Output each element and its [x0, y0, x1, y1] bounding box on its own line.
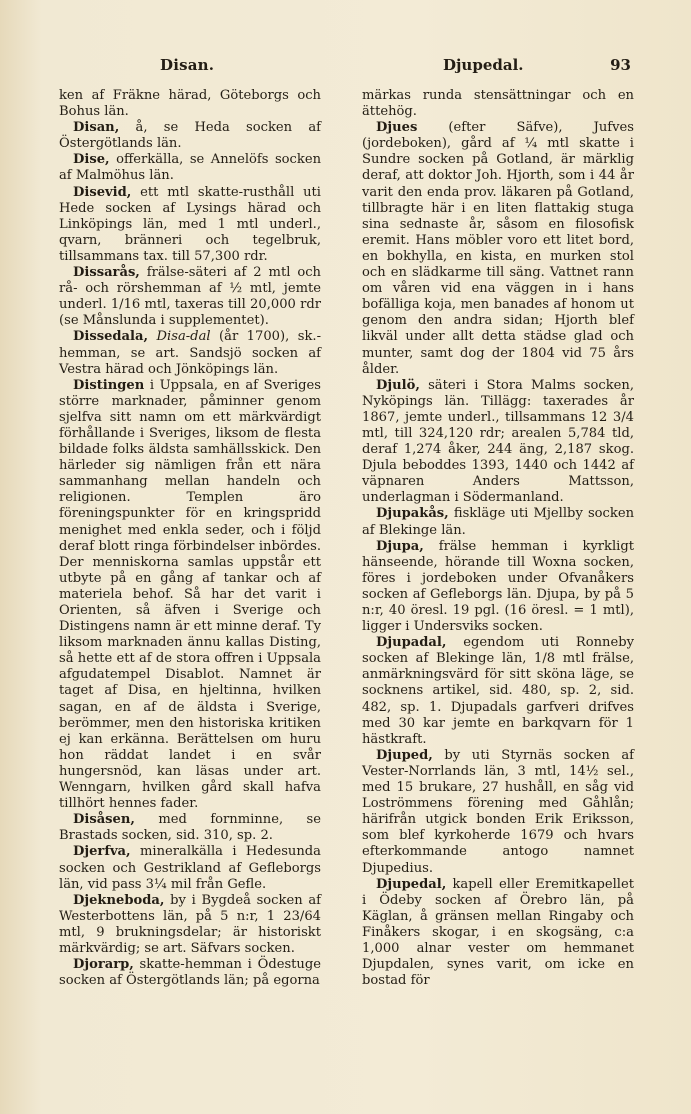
entry-headword: Djulö, — [376, 377, 420, 393]
entry-djulo: Djulö, säteri i Stora Malms socken, Nyköpings län. Tillägg: taxerades år 1867, jemte underl., tillsammans 12 3/4 mtl, till 324,120 rdr; arealen 5,784 tld, deraf 1,274 åker, 244 äng, 2,187 skog. Djula beboddes 1393, 1440 och 1442 af väpnaren Anders Mattsson, underlagman i Södermanland. — [362, 377, 634, 506]
entry-headword: Djupadal, — [376, 635, 447, 651]
entry-dissedala: Dissedala, Disa-dal (år 1700), sk.-hemman, se art. Sandsjö socken af Vestra härad och Jönköpings län. — [59, 329, 321, 377]
entry-headword: Djuped, — [376, 747, 433, 763]
entry-headword: Disåsen, — [73, 812, 135, 828]
entry-djues: Djues (efter Säfve), Jufves (jordeboken), gård af ¼ mtl skatte i Sundre socken på Gotland, är märklig deraf, att doktor Joh. Hjorth, som i 44 år varit den enda prov. läkaren på Gotland, tillbragte här i en liten flattakig stuga sina sednaste år, såsom en filosofisk eremit. Hans möbler voro ett litet bord, en bokhylla, en kista, en murken stol och en slädkarme till säng. Vattnet rann om våren vid ena väggen in i hans bofälliga koja, men banades af honom ut genom den andra sidan; Hjorth blef likväl under allt detta städse glad och munter, samt dog der 1804 vid 75 års ålder. — [362, 120, 634, 377]
entry-djupa: Djupa, frälse hemman i kyrkligt hänseende, hörande till Woxna socken, föres i jordeboken under Ofvanåkers socken af Gefleborgs län. Djupa, by på 5 n:r, 40 öresl. 19 pgl. (16 öresl. = 1 mtl), ligger i Undersviks socken. — [362, 538, 634, 635]
entry-djerfva: Djerfva, mineralkälla i Hedesunda socken och Gestrikland af Gefleborgs län, vid pass 3¼ mil från Gefle. — [59, 844, 321, 892]
entry-disevid: Disevid, ett mtl skatte-rusthåll uti Hede socken af Lysings härad och Linköpings län, med 1 mtl underl., qvarn, bränneri och tegelbruk, tillsammans tax. till 57,300 rdr. — [59, 184, 321, 264]
entry-disasen: Disåsen, med fornminne, se Brastads socken, sid. 310, sp. 2. — [59, 812, 321, 844]
right-column — [362, 88, 634, 989]
entry-headword: Distingen — [73, 377, 145, 393]
running-header — [80, 56, 631, 78]
entry-djupedal: Djupedal, kapell eller Eremitkapellet i Ödeby socken af Örebro län, på Käglan, å gränsen mellan Ringaby och Finåkers skogar, i en skogsäng, c:a 1,000 alnar vester om hemmanet Djupdalen, synes varit, om icke en bostad för — [362, 876, 634, 989]
entry: ken af Fräkne härad, Göteborgs och Bohus län. — [59, 88, 321, 120]
entry-dissaras: Dissarås, frälse-säteri af 2 mtl och rå- och rörshemman af ½ mtl, jemte underl. 1/16 mtl, taxeras till 20,000 rdr (se Månslunda i supplementet). — [59, 265, 321, 329]
entry-djekneboda: Djekneboda, by i Bygdeå socken af Westerbottens län, på 5 n:r, 1 23/64 mtl, 9 brukningsdelar; är historiskt märkvärdig; se art. Säfvars socken. — [59, 892, 321, 956]
entry-djupakas: Djupakås, fiskläge uti Mjellby socken af Blekinge län. — [362, 506, 634, 538]
running-head-left: Disan. — [160, 56, 215, 74]
entry-headword: Djorarp, — [73, 957, 134, 973]
entry-headword: Djerfva, — [73, 844, 131, 860]
entry-dise: Dise, offerkälla, se Annelöfs socken af Malmöhus län. — [59, 152, 321, 184]
entry-djorarp: Djorarp, skatte-hemman i Ödestuge socken af Östergötlands län; på egorna — [59, 957, 321, 989]
entry-djuped: Djuped, by uti Styrnäs socken af Vester-Norrlands län, 3 mtl, 14½ sel., med 15 brukare, 27 hushåll, en såg vid Loströmmens förening med Gåhlån; härifrån utgick bonden Erik Eriksson, som blef kyrkoherde 1679 och hvars efterkommande antogo namnet Djupedius. — [362, 747, 634, 876]
entry-headword: Dissedala, — [73, 329, 149, 345]
entry-headword: Dissarås, — [73, 265, 140, 281]
page-number: 93 — [610, 56, 631, 74]
entry-headword: Djekneboda, — [73, 892, 165, 908]
entry-distingen: Distingen i Uppsala, en af Sveriges större marknader, påminner genom sjelfva sitt namn om ett märkvärdigt förhållande i Sveriges, liksom de flesta bildade folks äldsta samhällsskick. Den härleder sig nämligen från ett nära sammanhang mellan handeln och religionen. Templen äro föreningspunkter för en kringspridd menighet med enkla seder, och i följd deraf blott ringa förbindelser inbördes. Der menniskorna samlas uppstår ett utbyte på en gång af tankar och af materiela behof. Så har det varit i Orienten, så äfven i Sverige och Distingens namn är ett minne deraf. Ty liksom marknaden ännu kallas Disting, så hette ett af de stora offren i Uppsala afgudatempel Disablot. Namnet är taget af Disa, en hjeltinna, hvilken sagan, en af de äldsta i Sverige, berömmer, men den historiska kritiken ej kan erkänna. Berättelsen om huru hon räddat landet i en svår hungersnöd, kan läsas under art. Wenngarn, hvilken gård skall hafva tillhört hennes fader. — [59, 377, 321, 812]
entry-headword: Djupa, — [376, 538, 424, 554]
entry-headword: Djupakås, — [376, 506, 449, 522]
left-column — [59, 88, 321, 989]
entry-disan: Disan, å, se Heda socken af Östergötlands län. — [59, 120, 321, 152]
entry: märkas runda stensättningar och en ättehög. — [362, 88, 634, 120]
entry-headword: Dise, — [73, 152, 110, 168]
entry-headword: Disevid, — [73, 184, 132, 200]
running-head-right: Djupedal. — [443, 56, 524, 74]
entry-headword: Disan, — [73, 120, 120, 136]
entry-headword: Djupedal, — [376, 876, 447, 892]
entry-djupadal: Djupadal, egendom uti Ronneby socken af Blekinge län, 1/8 mtl frälse, anmärkningsvärd för sitt sköna läge, se socknens artikel, sid. 480, sp. 2, sid. 482, sp. 1. Djupadals garfveri drifves med 30 kar jemte en barkqvarn för 1 hästkraft. — [362, 635, 634, 747]
entry-headword: Djues — [376, 120, 418, 136]
